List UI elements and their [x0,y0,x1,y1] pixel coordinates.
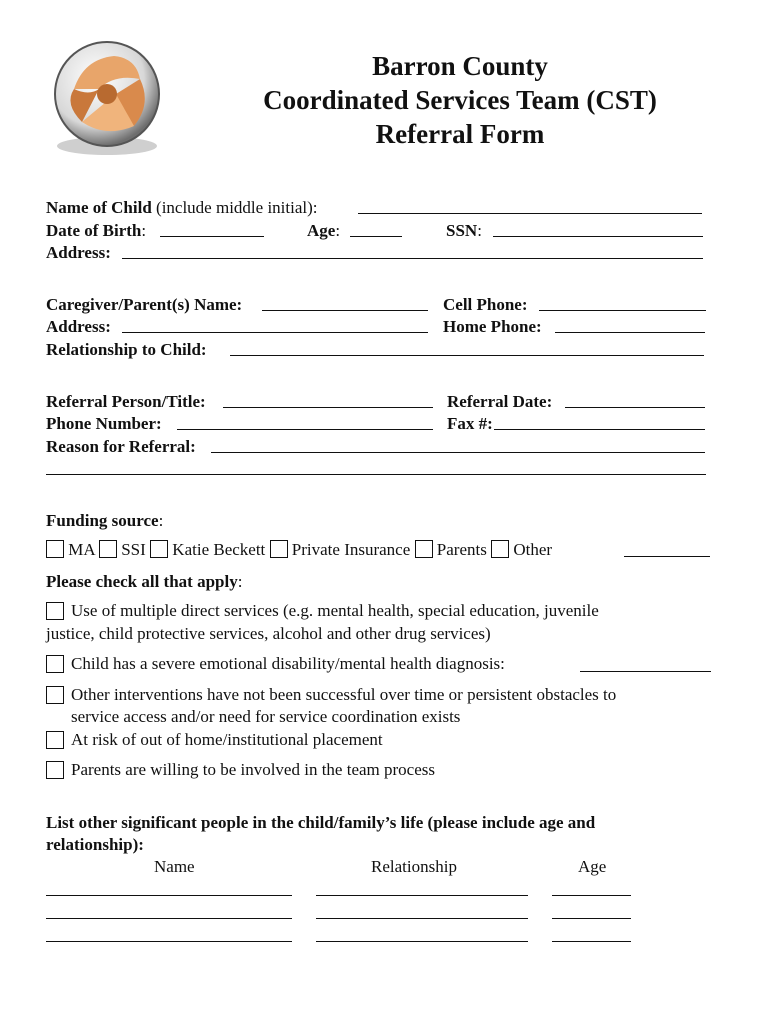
age-field[interactable] [350,236,402,237]
referral-person-field[interactable] [223,407,433,408]
people-heading-line2: relationship): [46,835,144,854]
ssi-option-label: SSI [121,540,146,559]
hands-logo [44,34,170,160]
referral-date-label: Referral Date: [447,392,553,411]
other-interventions-text-line1: Other interventions have not been successful over time or persistent obstacles to [71,685,617,704]
diagnosis-field[interactable] [580,671,711,672]
child-name-field[interactable] [358,213,702,214]
cell-phone-label: Cell Phone: [443,295,528,314]
person-relationship-field-2[interactable] [316,918,528,919]
dob-label: Date of Birth: [46,221,147,240]
parents-willing-text: Parents are willing to be involved in the team process [71,760,435,779]
funding-source-label: Funding source: [46,511,164,530]
column-header-name: Name [154,857,195,876]
referral-person-label: Referral Person/Title: [46,392,206,411]
column-header-relationship: Relationship [371,857,457,876]
child-address-field[interactable] [122,258,703,259]
referral-date-field[interactable] [565,407,705,408]
age-label: Age: [307,221,341,240]
relationship-label: Relationship to Child: [46,340,207,359]
people-heading-line1: List other significant people in the child/family’s life (please include age and [46,813,596,832]
person-age-field-1[interactable] [552,895,631,896]
phone-number-field[interactable] [177,429,433,430]
child-address-label: Address: [46,243,111,262]
multiple-services-text-line1: Use of multiple direct services (e.g. mental health, special education, juvenile [71,601,599,620]
person-age-field-2[interactable] [552,918,631,919]
criteria-label: Please check all that apply: [46,572,243,591]
form-title-line3: Referral Form [375,119,545,149]
other-checkbox[interactable] [491,540,509,558]
parents-willing-checkbox[interactable] [46,761,64,779]
other-option-label: Other [513,540,553,559]
reason-field[interactable] [211,452,705,453]
person-name-field-3[interactable] [46,941,292,942]
home-phone-label: Home Phone: [443,317,542,336]
child-name-label: Name of Child (include middle initial): [46,198,318,217]
private-insurance-checkbox[interactable] [270,540,288,558]
emotional-disability-text: Child has a severe emotional disability/mental health diagnosis: [71,654,505,673]
person-relationship-field-3[interactable] [316,941,528,942]
ma-option-label: MA [68,540,95,559]
phone-number-label: Phone Number: [46,414,162,433]
parents-option-label: Parents [436,540,487,559]
katie-beckett-option-label: Katie Beckett [172,540,266,559]
other-funding-field[interactable] [624,556,710,557]
ssn-label: SSN: [446,221,482,240]
caregiver-address-label: Address: [46,317,111,336]
ma-checkbox[interactable] [46,540,64,558]
funding-options [46,540,552,560]
other-interventions-checkbox[interactable] [46,686,64,704]
placement-risk-text: At risk of out of home/institutional placement [71,730,383,749]
reason-label: Reason for Referral: [46,437,196,456]
multiple-services-text-line2: justice, child protective services, alcohol and other drug services) [46,624,491,643]
other-interventions-text-line2: service access and/or need for service coordination exists [71,707,461,726]
home-phone-field[interactable] [555,332,705,333]
column-header-age: Age [578,857,607,876]
cell-phone-field[interactable] [539,310,706,311]
ssn-field[interactable] [493,236,703,237]
form-title-line2: Coordinated Services Team (CST) [263,85,657,115]
caregiver-name-label: Caregiver/Parent(s) Name: [46,295,243,314]
person-name-field-1[interactable] [46,895,292,896]
private-insurance-option-label: Private Insurance [291,540,411,559]
person-age-field-3[interactable] [552,941,631,942]
placement-risk-checkbox[interactable] [46,731,64,749]
ssi-checkbox[interactable] [99,540,117,558]
katie-beckett-checkbox[interactable] [150,540,168,558]
caregiver-name-field[interactable] [262,310,428,311]
person-name-field-2[interactable] [46,918,292,919]
form-title-line1: Barron County [372,51,548,81]
reason-field-line2[interactable] [46,474,706,475]
emotional-disability-checkbox[interactable] [46,655,64,673]
relationship-field[interactable] [230,355,704,356]
person-relationship-field-1[interactable] [316,895,528,896]
parents-checkbox[interactable] [415,540,433,558]
caregiver-address-field[interactable] [122,332,428,333]
fax-label: Fax #: [447,414,493,433]
fax-field[interactable] [494,429,705,430]
dob-field[interactable] [160,236,264,237]
multiple-services-checkbox[interactable] [46,602,64,620]
